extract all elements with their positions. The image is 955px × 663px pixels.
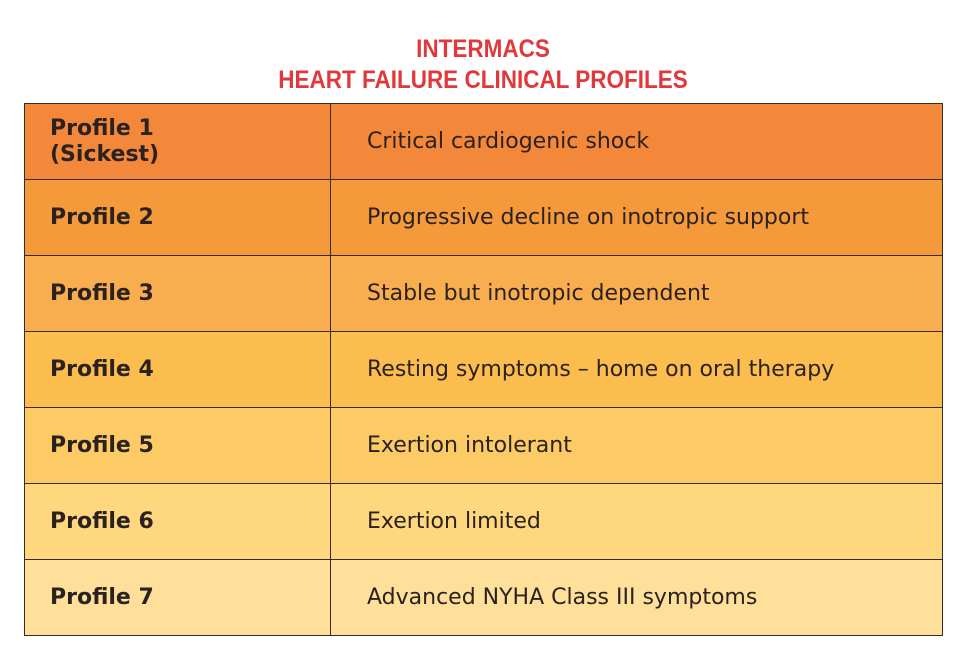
description-cell: Advanced NYHA Class III symptoms bbox=[331, 560, 943, 636]
description-cell: Stable but inotropic dependent bbox=[331, 256, 943, 332]
profile-cell bbox=[25, 180, 331, 256]
profile-label: Profile 4 bbox=[50, 356, 154, 382]
table-row bbox=[25, 484, 943, 560]
description-cell: Exertion intolerant bbox=[331, 408, 943, 484]
profile-label: Profile 6 bbox=[50, 508, 154, 534]
description-cell: Resting symptoms – home on oral therapy bbox=[331, 332, 943, 408]
description-cell: Exertion limited bbox=[331, 484, 943, 560]
title-line-2: HEART FAILURE CLINICAL PROFILES bbox=[278, 66, 688, 94]
description-cell: Progressive decline on inotropic support bbox=[331, 180, 943, 256]
table-row bbox=[25, 180, 943, 256]
table-row bbox=[25, 256, 943, 332]
page-title bbox=[48, 34, 917, 96]
profile-label: Profile 1 bbox=[50, 115, 154, 141]
profile-cell bbox=[25, 484, 331, 560]
profile-label: Profile 7 bbox=[50, 584, 154, 610]
profile-cell bbox=[25, 104, 331, 180]
table-row bbox=[25, 560, 943, 636]
table-row bbox=[25, 104, 943, 180]
profile-cell bbox=[25, 332, 331, 408]
profile-label: Profile 5 bbox=[50, 432, 154, 458]
description-cell: Critical cardiogenic shock bbox=[331, 104, 943, 180]
profile-cell bbox=[25, 256, 331, 332]
table-row bbox=[25, 408, 943, 484]
title-line-1: INTERMACS bbox=[416, 35, 550, 63]
profile-label: Profile 3 bbox=[50, 280, 154, 306]
profile-cell bbox=[25, 560, 331, 636]
table-row bbox=[25, 332, 943, 408]
profile-cell bbox=[25, 408, 331, 484]
profiles-table bbox=[24, 103, 943, 636]
profile-label: Profile 2 bbox=[50, 204, 154, 230]
profile-note: (Sickest) bbox=[50, 141, 160, 167]
